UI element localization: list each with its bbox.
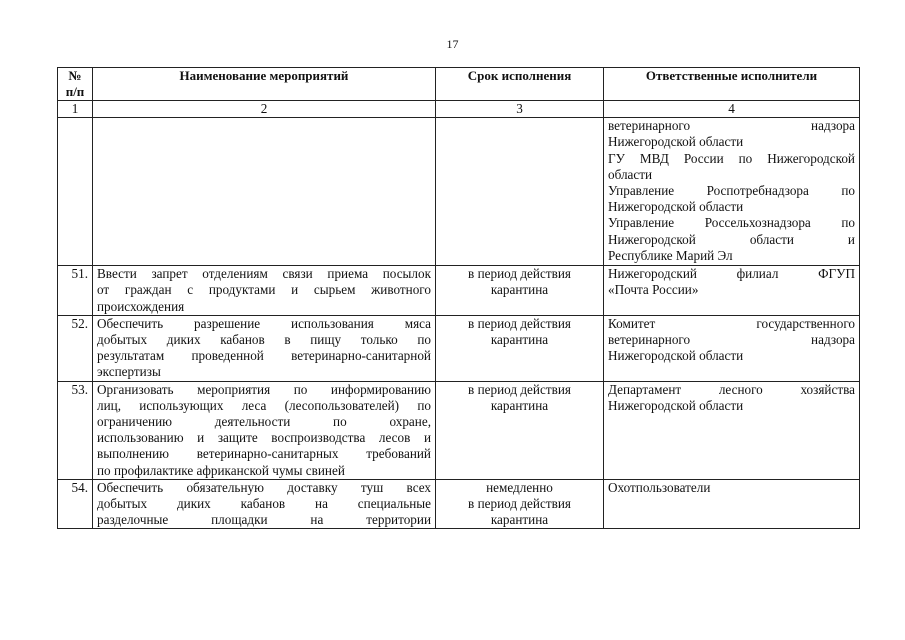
text-line: Нижегородской области	[608, 134, 744, 150]
responsible-cell	[604, 381, 860, 479]
text-line: Обеспечить обязательную доставку туш всех	[97, 479, 431, 495]
responsible-cell	[604, 118, 860, 266]
column-number: 1	[58, 101, 93, 118]
text-line: лиц, использующих леса (лесопользователей) по	[97, 397, 431, 413]
row-number: 51.	[58, 266, 93, 316]
header-term: Срок исполнения	[436, 68, 604, 101]
text-line: в период действия	[468, 381, 571, 397]
text-line: карантина	[490, 282, 549, 298]
text-line: Управление Россельхознадзора по	[608, 215, 855, 231]
text-line: по профилактике африканской чумы свиней	[97, 462, 345, 478]
text-line: добытых диких кабанов на специальные	[97, 496, 431, 512]
text-line: результатам проведенной ветеринарно-санитарной	[97, 348, 431, 364]
column-number: 4	[604, 101, 860, 118]
header-number-symbol: №	[68, 68, 82, 83]
header-number-abbr: п/п	[65, 84, 85, 99]
text-line: карантина	[490, 397, 549, 413]
text-line: немедленно	[486, 479, 553, 495]
term-cell	[436, 118, 604, 266]
row-number: 54.	[58, 479, 93, 529]
table-row	[58, 479, 860, 529]
text-line: Нижегородской области	[608, 199, 744, 215]
page-number: 17	[446, 37, 459, 51]
text-line: «Почта России»	[608, 282, 699, 298]
action-cell	[93, 266, 436, 316]
text-line: Нижегородский филиал ФГУП	[608, 266, 855, 282]
responsible-cell	[604, 479, 860, 529]
text-line: Республике Марий Эл	[608, 247, 733, 263]
term-cell	[436, 315, 604, 381]
text-line: выполнению ветеринарно-санитарных требований	[97, 446, 431, 462]
text-line: добытых диких кабанов в пищу только по	[97, 332, 431, 348]
text-line: Организовать мероприятия по информированию	[97, 381, 431, 397]
term-cell	[436, 266, 604, 316]
text-line: ветеринарного надзора	[608, 118, 855, 134]
header-responsible: Ответственные исполнители	[604, 68, 860, 101]
column-number-row	[58, 101, 860, 118]
text-line: ограничению деятельности по охране,	[97, 414, 431, 430]
responsible-cell	[604, 315, 860, 381]
text-line: происхождения	[97, 298, 185, 314]
action-cell	[93, 479, 436, 529]
header-name: Наименование мероприятий	[93, 68, 436, 101]
num-cell	[58, 118, 93, 266]
text-line: Комитет государственного	[608, 315, 855, 331]
text-line: ГУ МВД России по Нижегородской	[608, 150, 855, 166]
text-line: использованию и защите воспроизводства лесов и	[97, 430, 431, 446]
text-line: от граждан с продуктами и сырьем животного	[97, 282, 431, 298]
table-row	[58, 266, 860, 316]
responsible-cell	[604, 266, 860, 316]
column-number: 3	[436, 101, 604, 118]
continuation-row	[58, 118, 860, 266]
action-cell	[93, 381, 436, 479]
text-line: экспертизы	[97, 364, 161, 380]
text-line: в период действия	[468, 266, 571, 282]
text-line: в период действия	[468, 315, 571, 331]
text-line: карантина	[490, 512, 549, 528]
text-line: Обеспечить разрешение использования мяса	[97, 315, 431, 331]
text-line: Управление Роспотребнадзора по	[608, 183, 855, 199]
term-cell	[436, 381, 604, 479]
text-line: Нижегородской области	[608, 397, 744, 413]
column-number: 2	[93, 101, 436, 118]
row-number: 52.	[58, 315, 93, 381]
action-cell	[93, 315, 436, 381]
term-cell	[436, 479, 604, 529]
measures-table	[57, 67, 860, 529]
text-line: Охотпользователи	[608, 479, 711, 495]
header-number	[58, 68, 93, 101]
text-line: Нижегородской области	[608, 348, 744, 364]
text-line: Нижегородской области и	[608, 231, 855, 247]
row-number: 53.	[58, 381, 93, 479]
text-line: карантина	[490, 332, 549, 348]
text-line: в период действия	[468, 496, 571, 512]
text-line: Департамент лесного хозяйства	[608, 381, 855, 397]
text-line: области	[608, 166, 653, 182]
text-line: Ввести запрет отделениям связи приема посылок	[97, 266, 431, 282]
action-cell	[93, 118, 436, 266]
table-row	[58, 381, 860, 479]
text-line: ветеринарного надзора	[608, 332, 855, 348]
table-header-row	[58, 68, 860, 101]
table-row	[58, 315, 860, 381]
text-line: разделочные площадки на территории	[97, 512, 431, 528]
